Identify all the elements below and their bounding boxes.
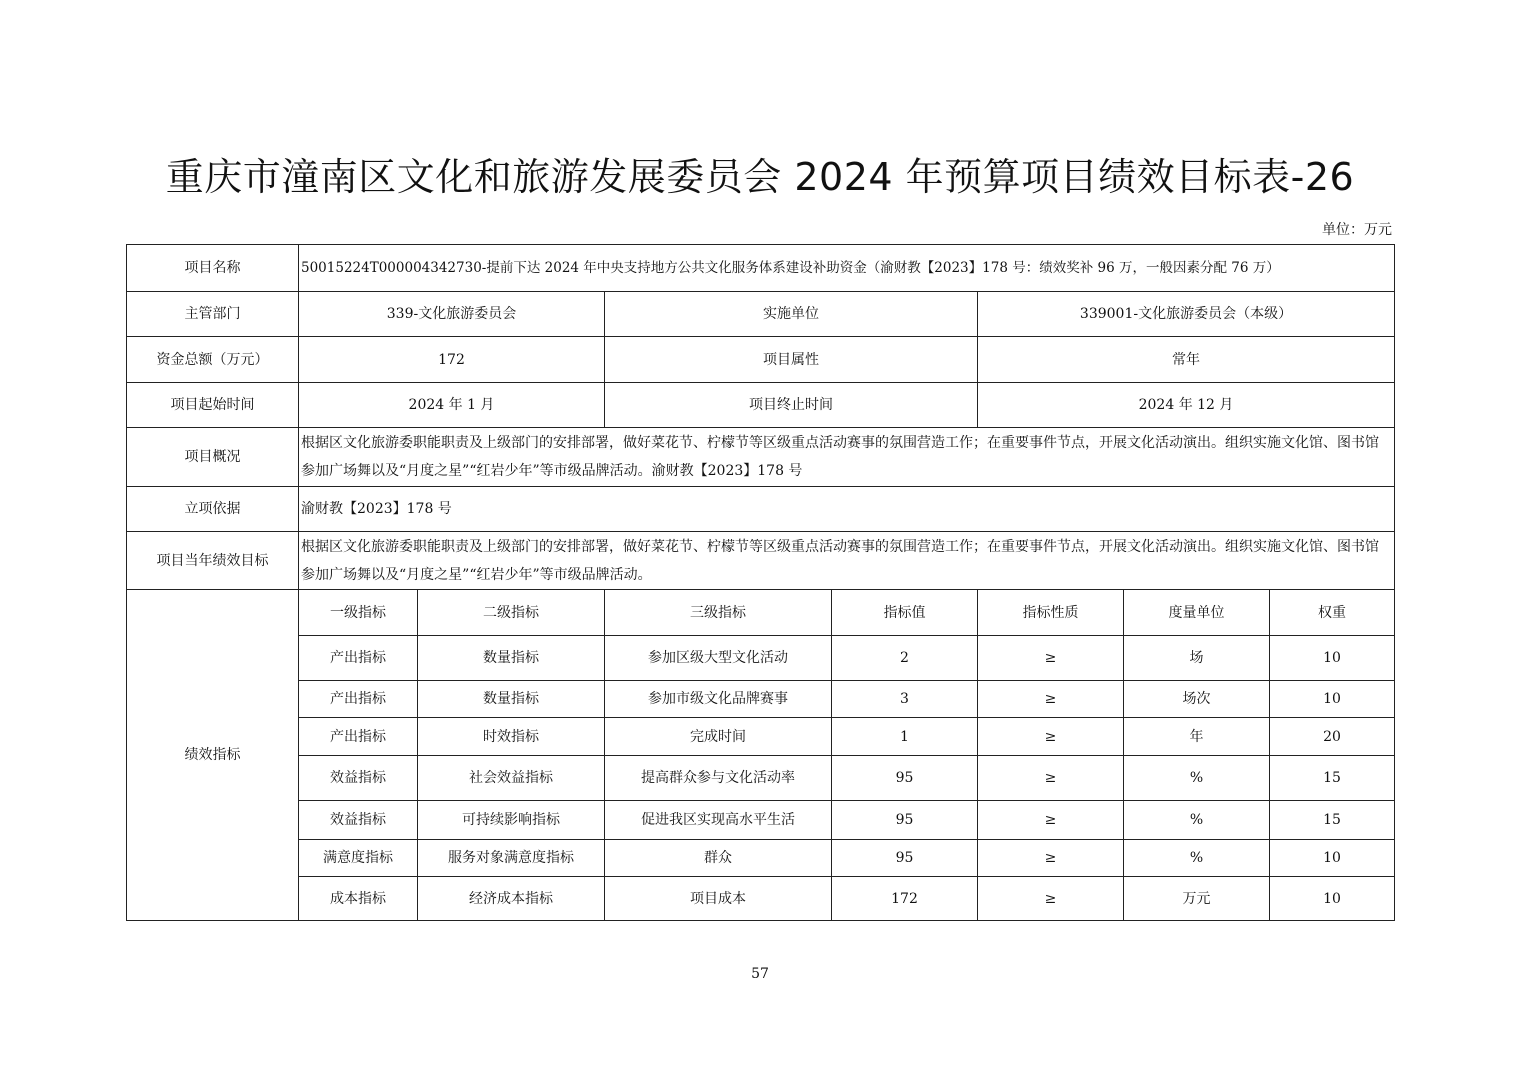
goal-label: 项目当年绩效目标: [127, 532, 299, 590]
table-row: [127, 801, 1395, 840]
row-cell: 3: [832, 681, 978, 718]
amount-value: 172: [299, 337, 605, 383]
row-cell: 经济成本指标: [418, 877, 605, 921]
unit-note: 单位：万元: [1322, 222, 1392, 238]
overview-label: 项目概况: [127, 428, 299, 487]
header-level3: 三级指标: [605, 590, 832, 636]
row-cell: %: [1124, 756, 1270, 801]
row-overview: [127, 428, 1395, 487]
indicator-header-row: [127, 590, 1395, 636]
performance-table: [126, 244, 1395, 921]
project-name-label: 项目名称: [127, 245, 299, 292]
row-cell: 效益指标: [299, 756, 418, 801]
row-cell: 产出指标: [299, 636, 418, 681]
impl-label: 实施单位: [605, 292, 978, 337]
page-number: 57: [751, 966, 769, 982]
row-cell: 产出指标: [299, 681, 418, 718]
row-cell: ≥: [978, 718, 1124, 756]
start-value: 2024 年 1 月: [299, 383, 605, 428]
table-row: [127, 877, 1395, 921]
table-row: [127, 840, 1395, 877]
header-level2: 二级指标: [418, 590, 605, 636]
indicators-label: 绩效指标: [127, 590, 299, 921]
row-cell: ≥: [978, 877, 1124, 921]
header-unit: 度量单位: [1124, 590, 1270, 636]
row-cell: 参加市级文化品牌赛事: [605, 681, 832, 718]
row-cell: 172: [832, 877, 978, 921]
header-weight: 权重: [1270, 590, 1395, 636]
row-cell: 提高群众参与文化活动率: [605, 756, 832, 801]
basis-value: 渝财教【2023】178 号: [299, 487, 1395, 532]
row-cell: 数量指标: [418, 636, 605, 681]
row-amount: [127, 337, 1395, 383]
row-cell: 10: [1270, 840, 1395, 877]
row-cell: 95: [832, 756, 978, 801]
row-cell: ≥: [978, 756, 1124, 801]
header-value: 指标值: [832, 590, 978, 636]
row-cell: 场次: [1124, 681, 1270, 718]
row-cell: ≥: [978, 636, 1124, 681]
row-cell: 效益指标: [299, 801, 418, 840]
row-cell: ≥: [978, 801, 1124, 840]
row-cell: 1: [832, 718, 978, 756]
row-cell: 产出指标: [299, 718, 418, 756]
row-cell: 10: [1270, 636, 1395, 681]
row-cell: 95: [832, 801, 978, 840]
row-cell: 社会效益指标: [418, 756, 605, 801]
dept-label: 主管部门: [127, 292, 299, 337]
start-label: 项目起始时间: [127, 383, 299, 428]
row-cell: 20: [1270, 718, 1395, 756]
row-cell: 成本指标: [299, 877, 418, 921]
row-cell: 项目成本: [605, 877, 832, 921]
row-cell: 完成时间: [605, 718, 832, 756]
row-cell: 年: [1124, 718, 1270, 756]
table-row: [127, 681, 1395, 718]
row-department: [127, 292, 1395, 337]
row-cell: 满意度指标: [299, 840, 418, 877]
document-title: 重庆市潼南区文化和旅游发展委员会 2024 年预算项目绩效目标表-26: [165, 155, 1355, 199]
row-goal: [127, 532, 1395, 590]
attr-value: 常年: [978, 337, 1395, 383]
goal-value: 根据区文化旅游委职能职责及上级部门的安排部署，做好菜花节、柠檬节等区级重点活动赛事的氛围营造工作；在重要事件节点，开展文化活动演出。组织实施文化馆、图书馆参加广场舞以及“月度之星”“红岩少年”等市级品牌活动。: [299, 532, 1395, 590]
row-cell: 参加区级大型文化活动: [605, 636, 832, 681]
row-cell: 10: [1270, 681, 1395, 718]
row-cell: 95: [832, 840, 978, 877]
row-cell: ≥: [978, 840, 1124, 877]
row-cell: 时效指标: [418, 718, 605, 756]
row-cell: %: [1124, 840, 1270, 877]
end-value: 2024 年 12 月: [978, 383, 1395, 428]
project-name-value: 50015224T000004342730-提前下达 2024 年中央支持地方公共文化服务体系建设补助资金（渝财教【2023】178 号：绩效奖补 96 万，一般因素分配 76 万）: [299, 245, 1395, 292]
table-row: [127, 756, 1395, 801]
row-cell: 10: [1270, 877, 1395, 921]
row-project-name: [127, 245, 1395, 292]
row-cell: 场: [1124, 636, 1270, 681]
amount-label: 资金总额（万元）: [127, 337, 299, 383]
basis-label: 立项依据: [127, 487, 299, 532]
header-level1: 一级指标: [299, 590, 418, 636]
header-nature: 指标性质: [978, 590, 1124, 636]
row-cell: ≥: [978, 681, 1124, 718]
row-time: [127, 383, 1395, 428]
end-label: 项目终止时间: [605, 383, 978, 428]
row-cell: 15: [1270, 756, 1395, 801]
row-cell: 2: [832, 636, 978, 681]
row-cell: 群众: [605, 840, 832, 877]
row-cell: 服务对象满意度指标: [418, 840, 605, 877]
overview-value: 根据区文化旅游委职能职责及上级部门的安排部署，做好菜花节、柠檬节等区级重点活动赛事的氛围营造工作；在重要事件节点，开展文化活动演出。组织实施文化馆、图书馆参加广场舞以及“月度之星”“红岩少年”等市级品牌活动。渝财教【2023】178 号: [299, 428, 1395, 487]
attr-label: 项目属性: [605, 337, 978, 383]
row-basis: [127, 487, 1395, 532]
row-cell: 促进我区实现高水平生活: [605, 801, 832, 840]
dept-value: 339-文化旅游委员会: [299, 292, 605, 337]
row-cell: 15: [1270, 801, 1395, 840]
impl-value: 339001-文化旅游委员会（本级）: [978, 292, 1395, 337]
row-cell: 数量指标: [418, 681, 605, 718]
table-row: [127, 636, 1395, 681]
row-cell: 可持续影响指标: [418, 801, 605, 840]
row-cell: 万元: [1124, 877, 1270, 921]
table-row: [127, 718, 1395, 756]
row-cell: %: [1124, 801, 1270, 840]
